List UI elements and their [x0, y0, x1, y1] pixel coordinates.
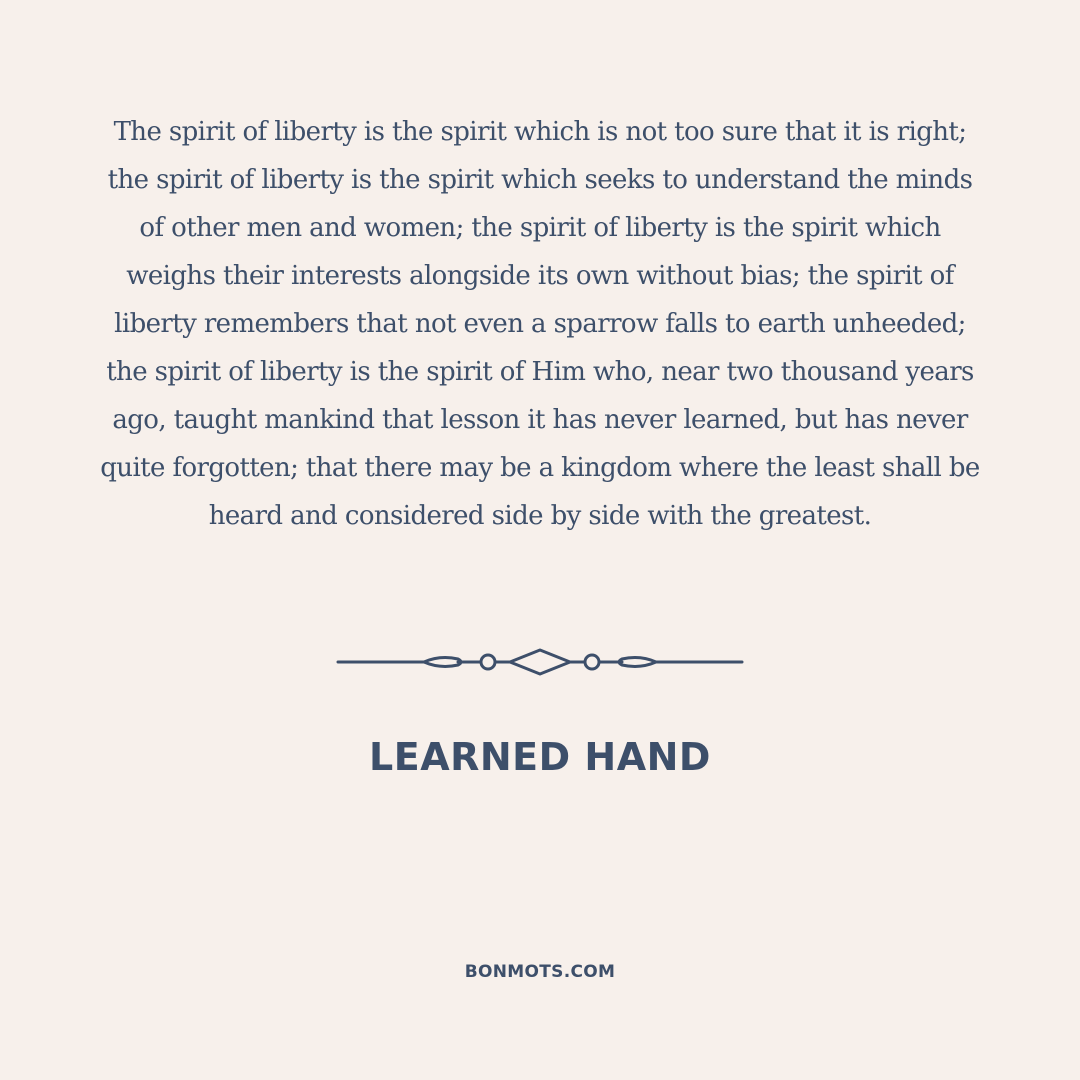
quote-author: LEARNED HAND [369, 735, 711, 779]
site-link[interactable]: BONMOTS.COM [464, 962, 616, 982]
ornamental-divider-icon [336, 645, 744, 679]
quote-text: The spirit of liberty is the spirit which is not too sure that it is right; the spirit of liberty is the spirit which seeks to understand the minds of other men and women; the spirit of liberty is the spirit which weighs their interests alongside its own without bias; the spirit of liberty remembers that not even a sparrow falls to earth unheeded; the spirit of liberty is the spirit of Him who, near two thousand years ago, taught mankind that lesson it has never learned, but has never quite forgotten; that there may be a kingdom where the least shall be heard and considered side by side with the greatest. [100, 117, 980, 531]
